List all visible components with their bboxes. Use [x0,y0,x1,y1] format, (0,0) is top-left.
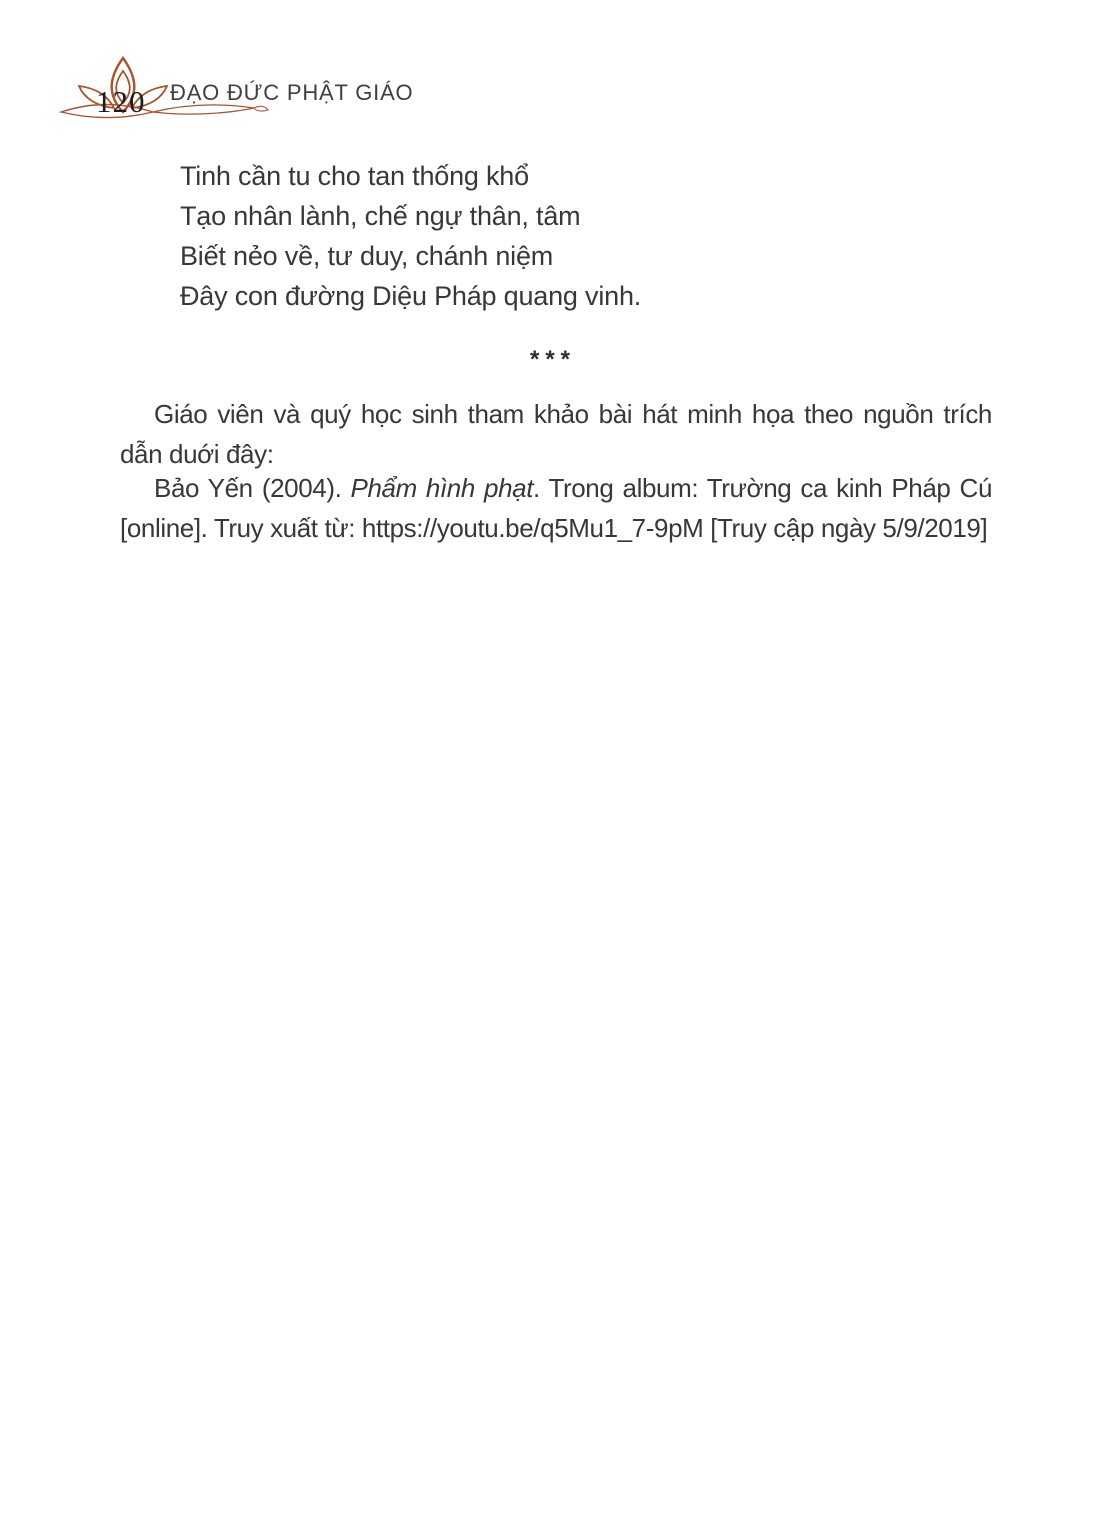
citation-paragraph [120,468,992,548]
citation-title: Phẩm hình phạt [350,473,534,503]
intro-paragraph: Giáo viên và quý học sinh tham khảo bài hát minh họa theo nguồn trích dẫn duới đây: [120,399,992,469]
citation-author-year: Bảo Yến (2004). [154,473,351,503]
poem-line: Biết nẻo về, tư duy, chánh niệm [180,241,554,271]
page-number: 120 [96,84,146,119]
section-divider: *** [529,346,577,373]
poem-line: Đây con đường Diệu Pháp quang vinh. [180,281,642,311]
page-header-title: ĐẠO ĐỨC PHẬT GIÁO [170,80,414,105]
citation-rest: . Trong album: Trường ca kinh Pháp Cú [online]. Truy xuất từ: https://youtu.be/q5Mu1_7-9pM [Truy cập ngày 5/9/2019] [120,473,992,543]
poem-line: Tinh cần tu cho tan thống khổ [180,161,529,191]
poem-line: Tạo nhân lành, chế ngự thân, tâm [180,201,581,231]
poem [180,156,641,316]
